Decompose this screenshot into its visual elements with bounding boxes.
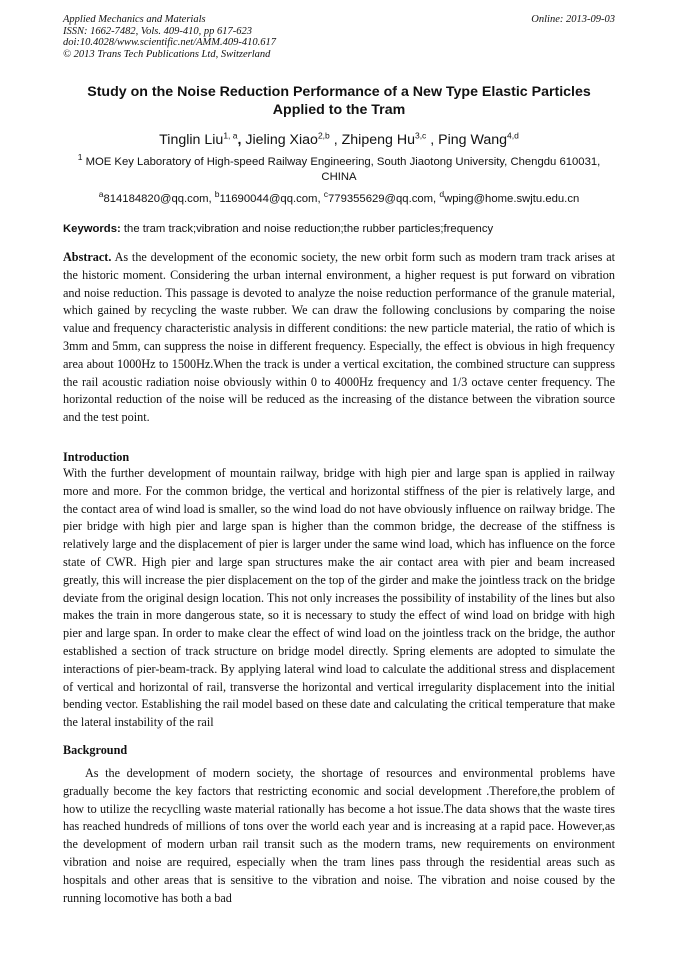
email-address: 779355629@qq.com,	[328, 193, 440, 205]
author-name: Jieling Xiao	[245, 132, 318, 148]
background-heading: Background	[63, 743, 128, 757]
affiliation	[63, 152, 615, 185]
introduction-heading: Introduction	[63, 450, 130, 464]
email-address: wping@home.swjtu.edu.cn	[444, 193, 580, 205]
affiliation-mark: 1	[77, 152, 83, 163]
author-list: Tinglin Liu$^{1, a}$, Jieling Xiao$^{2,b}$ , Zhipeng Hu$^{3,c}$ , Ping Wang$^{4,d}$	[159, 130, 519, 148]
affiliation-text: MOE Key Laboratory of High-speed Railway Engineering, South Jiaotong University, Chengdu 610031, CHINA	[85, 156, 601, 183]
author-name: Zhipeng Hu	[341, 132, 415, 148]
email-mark: a	[98, 189, 104, 200]
background-text: As the development of modern society, the shortage of resources and environmental problems have gradually become the key factors that restricting economic and social development .Therefore,the problem of how to utilize the recyclling waste material rationally has become a hot issue.The data shows that the waste tires has reached hundreds of millions of tons over the world each year and is increasing at a rapid pace. However,as the development of modern urban rail transit such as the modern trams, new requirements on environment vibration and noise are required, especially when the tram lines pass through the residential areas such as hospitals and other areas that is sensitive to the vibration and noise. The vibration and noise coused by the running locomotive has both a bad	[63, 766, 615, 905]
author-affiliation-mark: 4,d	[507, 130, 519, 141]
abstract	[63, 249, 615, 427]
email-address: 11690044@qq.com,	[219, 193, 324, 205]
keywords	[63, 222, 615, 237]
issn-line: ISSN: 1662-7482, Vols. 409-410, pp 617-623	[63, 25, 252, 37]
keywords-label: Keywords:	[63, 223, 121, 235]
online-date: Online: 2013-09-03	[531, 14, 615, 25]
doi-line: doi:10.4028/www.scientific.net/AMM.409-410.617	[63, 37, 276, 49]
abstract-text: As the development of the economic society, the new orbit form such as modern tram track arises at the historic moment. Considering the urban internal environment, a higher request is put forward on vibration and noise reduction. This passage is devoted to analyze the noise reduction performance of the granule material, which gained by recycling the waste rubber. We can draw the following conclusions by comparing the noise value and frequency characteristic analysis in different conditions: the new particle material, the ratio of which is 3mm and 5mm, can suppress the noise in different frequency. Especially, the effect is obvious in high frequency area about 1000Hz to 1500Hz.When the track is under a vertical excitation, the combined structure can suppress the rail acoustic radiation noise obviously within 0 to 4000Hz frequency and 1/3 octave center frequency. The horizontal reduction of the noise will be reduced as the increasing of the distance between the vibration source and the test point.	[63, 250, 616, 425]
email-list	[63, 189, 615, 207]
copyright-line: © 2013 Trans Tech Publications Ltd, Switzerland	[63, 48, 271, 60]
author-name: Ping Wang	[438, 132, 508, 148]
email-mark: b	[214, 189, 220, 200]
email-mark: c	[323, 189, 328, 200]
journal-name: Applied Mechanics and Materials	[63, 14, 206, 25]
email-mark: d	[439, 189, 445, 200]
abstract-label: Abstract.	[63, 250, 112, 264]
journal-header	[63, 14, 615, 60]
email-address: 814184820@qq.com,	[103, 193, 215, 205]
introduction-text: With the further development of mountain railway, bridge with high pier and large span is applied in railway more and more. For the common bridge, the vertical and horizontal stiffness of the pier is relatively large, and the contact area of wind load is smaller, so the wind load do not have obviously influence on railway bridge. The pier bridge with high pier and large span is higher than the common bridge, the decrease of the stiffness is relatively large and the displacement of pier is larger under the same wind load, which has influence on the force state of CWR. High pier and large span structures make the air contact area with pier and beam increased greatly, this will increase the pier displacement on the top of the girder and make the jointless track on the bridge deviate from the original design location. This not only increases the possibility of instability of the lines but also makes the train in more dangerous state, so it is necessary to study the effect of wind load on bridge with high pier and large span. In order to make clear the effect of wind load on the jointless track on the bridge, the author established a section of track structure on bridge model directly. Spring elements are adopted to simulate the interactions of pier-beam-track. By applying lateral wind load to calculate the additional stress and displacement of vertical and horizontal of rail, transverse the horizontal and vertical irregularity displacement into the initial bending vector. Establishing the rail model based on these date and calculating the critical temperature that make the lateral instability of the rail	[63, 466, 615, 730]
author-affiliation-mark: 1, a	[223, 130, 238, 141]
paper-title: Study on the Noise Reduction Performance of a New Type Elastic Particles Applied to the Tram	[87, 84, 591, 118]
author-affiliation-mark: 2,b	[317, 130, 330, 141]
author-name: Tinglin Liu	[159, 132, 224, 148]
author-affiliation-mark: 3,c	[414, 130, 427, 141]
keywords-text: the tram track;vibration and noise reduction;the rubber particles;frequency	[123, 223, 494, 235]
